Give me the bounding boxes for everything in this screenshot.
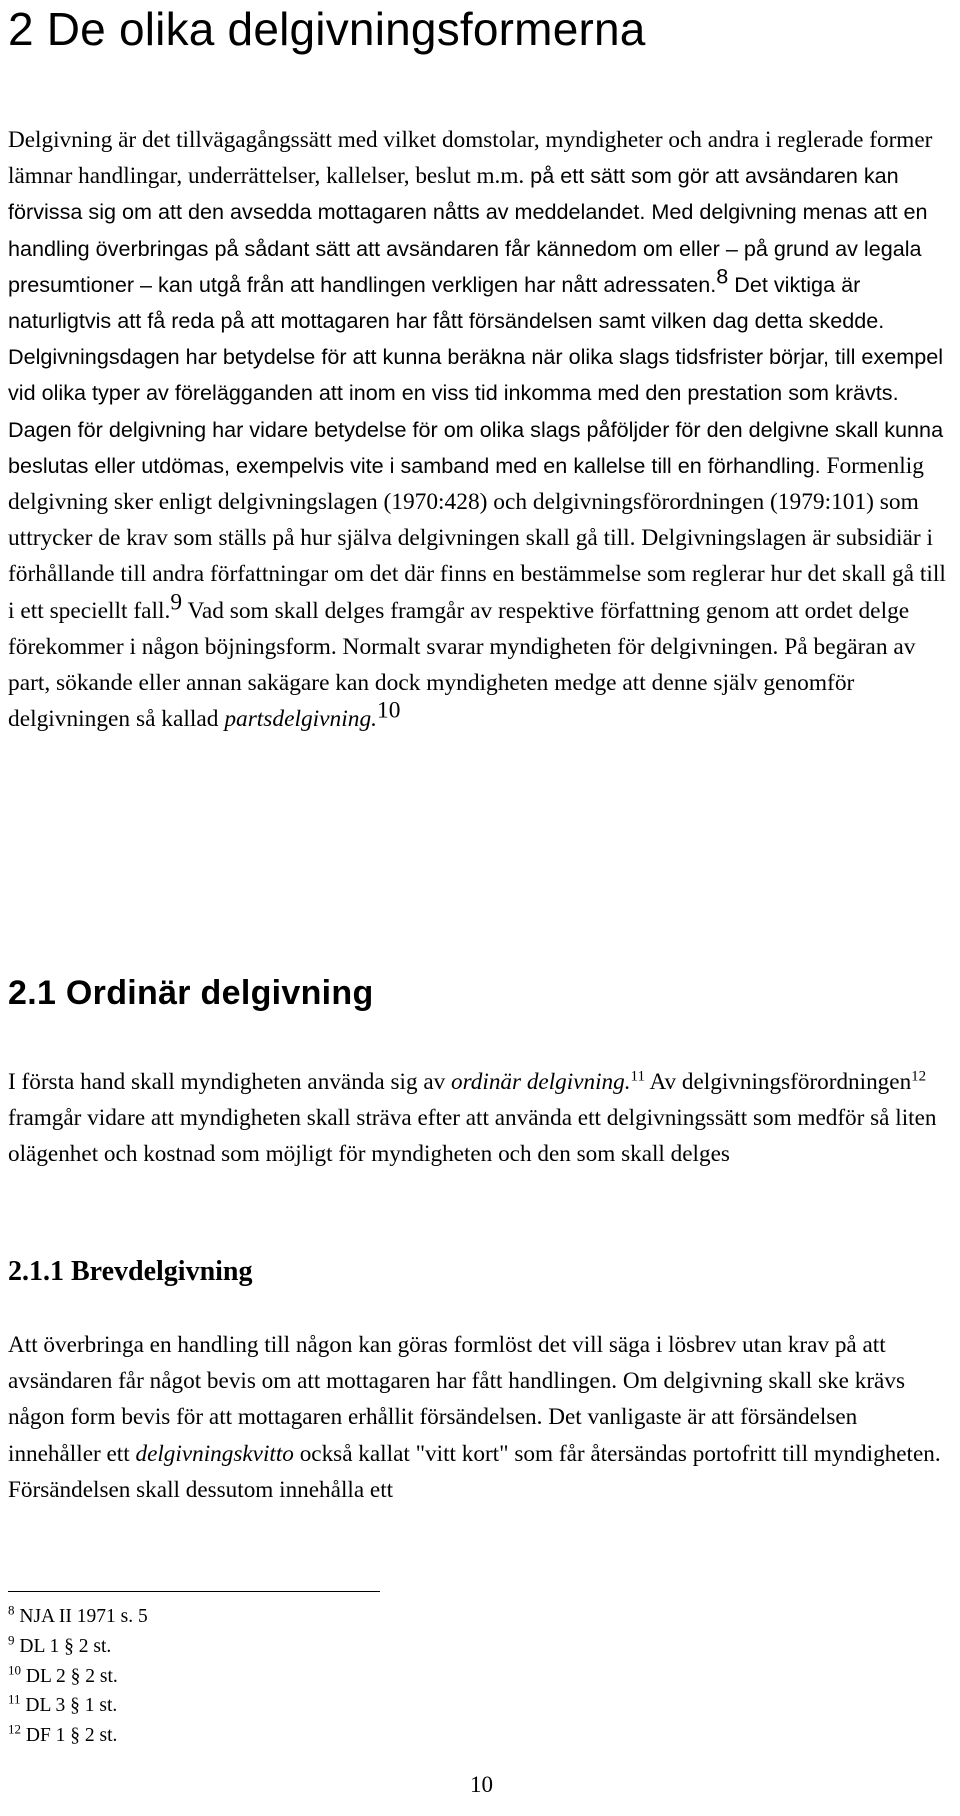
ordinar-sentence-1: I första hand skall myndigheten använda sig av [8,1069,452,1095]
footnote-ref-10: 10 [377,697,401,724]
footnote-ref-8: 8 [716,263,729,289]
footnote-text: DF 1 § 2 st. [21,1725,118,1747]
ordinar-paragraph [8,1064,952,1173]
footnote-list [8,1602,148,1751]
footnote-number: 9 [8,1632,15,1648]
footnote-text: DL 3 § 1 st. [20,1695,118,1717]
term-partsdelgivning: partsdelgivning. [224,706,377,733]
document-page [8,0,952,1816]
footnote-number: 11 [8,1691,21,1707]
footnote-text: NJA II 1971 s. 5 [14,1606,148,1627]
footnote-ref-11: 11 [630,1068,645,1085]
intro-sentence-2: på ett sätt som gör att avsändaren kan förvissa sig om att den avsedda mottagaren nåtts av meddelandet. Med delgivning menas att en handling överbringas på sådant sätt att avsändaren får kännedom om eller – på grund av legala presumtioner – kan utgå från att handlingen verkligen har nått adressaten. [8,163,928,297]
ordinar-sentence-2: Av delgivningsförordningen [644,1069,912,1095]
footnote-item [8,1721,148,1751]
section-heading-2-1-1: 2.1.1 Brevdelgivning [8,1256,253,1287]
ordinar-sentence-3: framgår vidare att myndigheten skall sträva efter att använda ett delgivningssätt som medför så liten olägenhet och kostnad som möjligt för myndigheten och den som skall delges [8,1105,937,1168]
term-ordinar-delgivning: ordinär delgivning. [451,1069,631,1095]
footnote-number: 10 [8,1662,21,1678]
footnote-item [8,1602,148,1632]
intro-sentence-3: Det viktiga är naturligtvis att få reda på att mottagaren har fått försändelsen samt vilken dag detta skedde. Delgivningsdagen har betydelse för att kunna beräkna när olika slags tidsfrister börjar, till exempel vid olika typer av förelägganden att inom en viss tid inkomma med den prestation som krävts. Dagen för delgivning har vidare betydelse för om olika slags påföljder för den delgivne skall kunna beslutas eller utdömas, exempelvis vite i samband med en kallelse till en förhandling. [8,271,944,478]
footnote-number: 12 [8,1721,21,1737]
section-heading-2-1: 2.1 Ordinär delgivning [8,974,374,1012]
footnote-separator [8,1591,380,1592]
footnote-number: 8 [8,1602,15,1618]
brev-sentence-2: också kallat "vitt kort" som får återsändas portofritt till myndigheten. Försändelsen skall dessutom innehålla ett [8,1440,941,1503]
term-delgivningskvitto: delgivningskvitto [135,1440,294,1467]
intro-sentence-6: Vad som skall delges framgår av respektive författning genom att ordet delge förekommer i någon böjningsform. Normalt svarar myndigheten för delgivningen. [8,597,910,660]
intro-sentence-5: Delgivningslagen är subsidiär i förhållande till andra författningar om det där finns en bestämmelse som reglerar hur det skall gå till i ett speciellt fall. [8,525,946,624]
footnote-ref-9: 9 [170,588,183,615]
intro-paragraph [8,122,952,737]
page-number: 10 [470,1772,493,1797]
brevdelgivning-paragraph [8,1327,952,1508]
footnote-item [8,1632,148,1662]
intro-sentence-4: Formenlig delgivning sker enligt delgivningslagen (1970:428) och delgivningsförordningen (1979:101) som uttrycker de krav som ställs på hur själva delgivningen skall gå till. [8,452,924,552]
footnote-ref-12: 12 [911,1068,927,1085]
footnote-item [8,1662,148,1692]
brev-sentence-1: Att överbringa en handling till någon kan göras formlöst det vill säga i lösbrev utan krav på att avsändaren får något bevis om att mottagaren har fått handlingen. Om delgivning skall ske krävs någon form bevis för att mottagaren erhållit försändelsen. Det vanligaste är att försändelsen innehåller ett [8,1332,905,1467]
footnote-text: DL 2 § 2 st. [21,1665,118,1687]
footnote-item [8,1691,148,1721]
intro-sentence-7: På begäran av part, sökande eller annan sakägare kan dock myndigheten medge att denne själv genomför delgivningen så kallad [8,633,916,733]
footnote-text: DL 1 § 2 st. [14,1635,112,1657]
chapter-heading: 2 De olika delgivningsformerna [8,3,646,55]
intro-sentence-1: Delgivning är det tillvägagångssätt med vilket domstolar, myndigheter och andra i reglerade former lämnar handlingar, underrättelser, kallelser, beslut m.m. [8,127,933,190]
